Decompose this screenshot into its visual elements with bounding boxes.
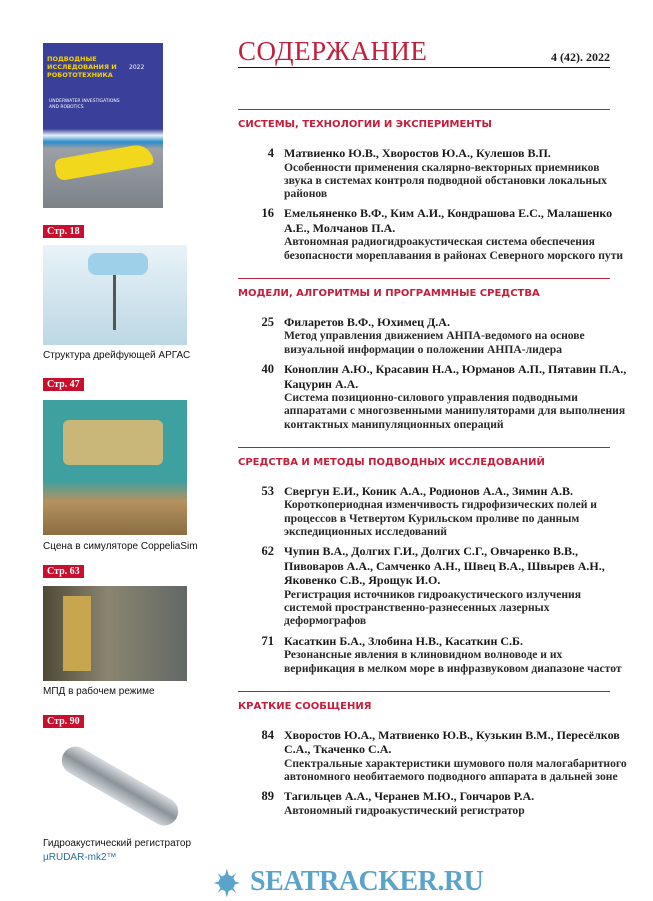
authors: Коноплин А.Ю., Красавин Н.А., Юрманов А.П., Пятавин П.А., Кацурин А.А. [284,362,627,391]
authors: Чупин В.А., Долгих Г.И., Долгих С.Г., Овчаренко В.В., Пивоваров А.А., Самченко А.Н., Швец В.А., Швырев А.Н., Яковенко С.В., Ярощук И.О. [284,544,605,588]
article-title: Особенности применения скалярно-векторных приемников звука в системах контроля подводной обстановки локальных районов [284,160,607,201]
article-title: Спектральные характеристики шумового поля малогабаритного автономного необитаемого подводного аппарата в дальней зоне [284,756,627,784]
toc-entry[interactable] [248,206,628,262]
toc-entry[interactable] [248,634,628,675]
authors: Свергун Е.И., Коник А.А., Родионов А.А., Зимин А.В. [284,483,574,498]
issue-number: 4 (42). 2022 [551,50,610,64]
page-number: 62 [261,544,274,559]
section-heading: СРЕДСТВА И МЕТОДЫ ПОДВОДНЫХ ИССЛЕДОВАНИЙ [238,456,545,468]
figure-caption: Сцена в симуляторе CoppeliaSim [43,541,198,552]
toc-entry[interactable] [248,728,628,784]
article-title: Резонансные явления в клиновидном волноводе и их верификация в мелком море в инфразвуковом диапазоне частот [284,648,622,675]
page-title: СОДЕРЖАНИЕ [238,36,428,66]
device [63,596,91,671]
authors: Тагильцев А.А., Черанев М.Ю., Гончаров Р.А. [284,789,535,804]
toc-section [238,691,627,817]
page-number: 4 [267,146,274,160]
article-title: Автономная радиогидроакустическая система обеспечения безопасности мореплавания в районах Северного морского пути [284,235,624,262]
toc-section [238,278,627,431]
authors: Матвиенко Ю.В., Хворостов Ю.А., Кулешов В.П. [284,146,551,160]
section-heading: КРАТКИЕ СООБЩЕНИЯ [238,700,372,712]
figure-argas [43,245,187,345]
article-title: Автономный гидроакустический регистратор [284,803,525,817]
toc-entry[interactable] [248,544,628,627]
page-badge: Стр. 90 [43,715,84,728]
page-badge: Стр. 47 [43,378,84,391]
journal-cover [43,43,163,208]
figure-caption: Гидроакустический регистратор [43,838,192,849]
ice-floe [88,253,148,275]
article-title: Регистрация источников гидроакустического излучения системой пространственно-разнесенных лазерных деформографов [284,587,581,628]
article-title: Метод управления движением АНПА-ведомого на основе визуальной информации о положении АНПА-лидера [284,329,585,356]
vehicle-image [54,143,154,182]
page-badge: Стр. 63 [43,565,84,578]
figure-coppeliasim [43,400,187,535]
toc-entry[interactable] [248,315,628,356]
authors: Касаткин Б.А., Злобина Н.В., Касаткин С.Б. [284,633,523,648]
figure-recorder [57,741,184,830]
article-title: Система позиционно-силового управления подводными аппаратами с многозвенными манипуляторами для выполнения контактных манипуляционных операций [284,391,626,431]
page-number: 84 [261,727,274,742]
sun-icon [212,868,242,898]
authors: Филаретов В.Ф., Юхимец Д.А. [284,314,450,329]
cover-year: 2022 [129,64,145,71]
authors: Хворостов Ю.А., Матвиенко Ю.В., Кузькин В.М., Пересёлков С.А., Ткаченко С.А. [284,727,620,757]
figure-mpd [43,586,187,681]
table-of-contents [238,109,628,823]
section-heading: СИСТЕМЫ, ТЕХНОЛОГИИ И ЭКСПЕРИМЕНТЫ [238,119,492,130]
toc-entry[interactable] [248,484,628,538]
page-number: 40 [261,362,274,377]
page-badge: Стр. 18 [43,225,84,238]
toc-entry[interactable] [248,146,628,200]
toc-entry[interactable] [248,789,628,817]
page-number: 25 [261,314,274,329]
toc-entry[interactable] [248,362,628,431]
divider [238,67,610,68]
page-number: 16 [261,206,274,221]
toc-section [238,109,624,262]
page-number: 89 [261,789,274,804]
authors: Емельяненко В.Ф., Ким А.И., Кондрашова Е.С., Малашенко А.Е., Молчанов П.А. [284,206,613,235]
page-number: 71 [261,633,274,648]
toc-section [238,447,622,675]
watermark: SEATRACKER.RU [250,866,484,897]
section-heading: МОДЕЛИ, АЛГОРИТМЫ И ПРОГРАММНЫЕ СРЕДСТВА [238,287,540,299]
cover-title-en: UNDERWATER INVESTIGATIONS AND ROBOTICS [49,99,120,110]
vehicle-model [63,420,163,465]
figure-caption: МПД в рабочем режиме [43,686,155,697]
cover-title: ПОДВОДНЫЕ ИССЛЕДОВАНИЯ И РОБОТОТЕХНИКА [47,55,117,79]
figure-caption: Структура дрейфующей АРГАС [43,350,191,361]
cable [113,275,116,330]
article-title: Короткопериодная изменчивость гидрофизических полей и процессов в Четвертом Курильском проливе по данным экспедиционных исследований [284,498,597,539]
figure-caption-model: µRUDAR-mk2™ [43,852,117,863]
page-number: 53 [261,483,274,498]
